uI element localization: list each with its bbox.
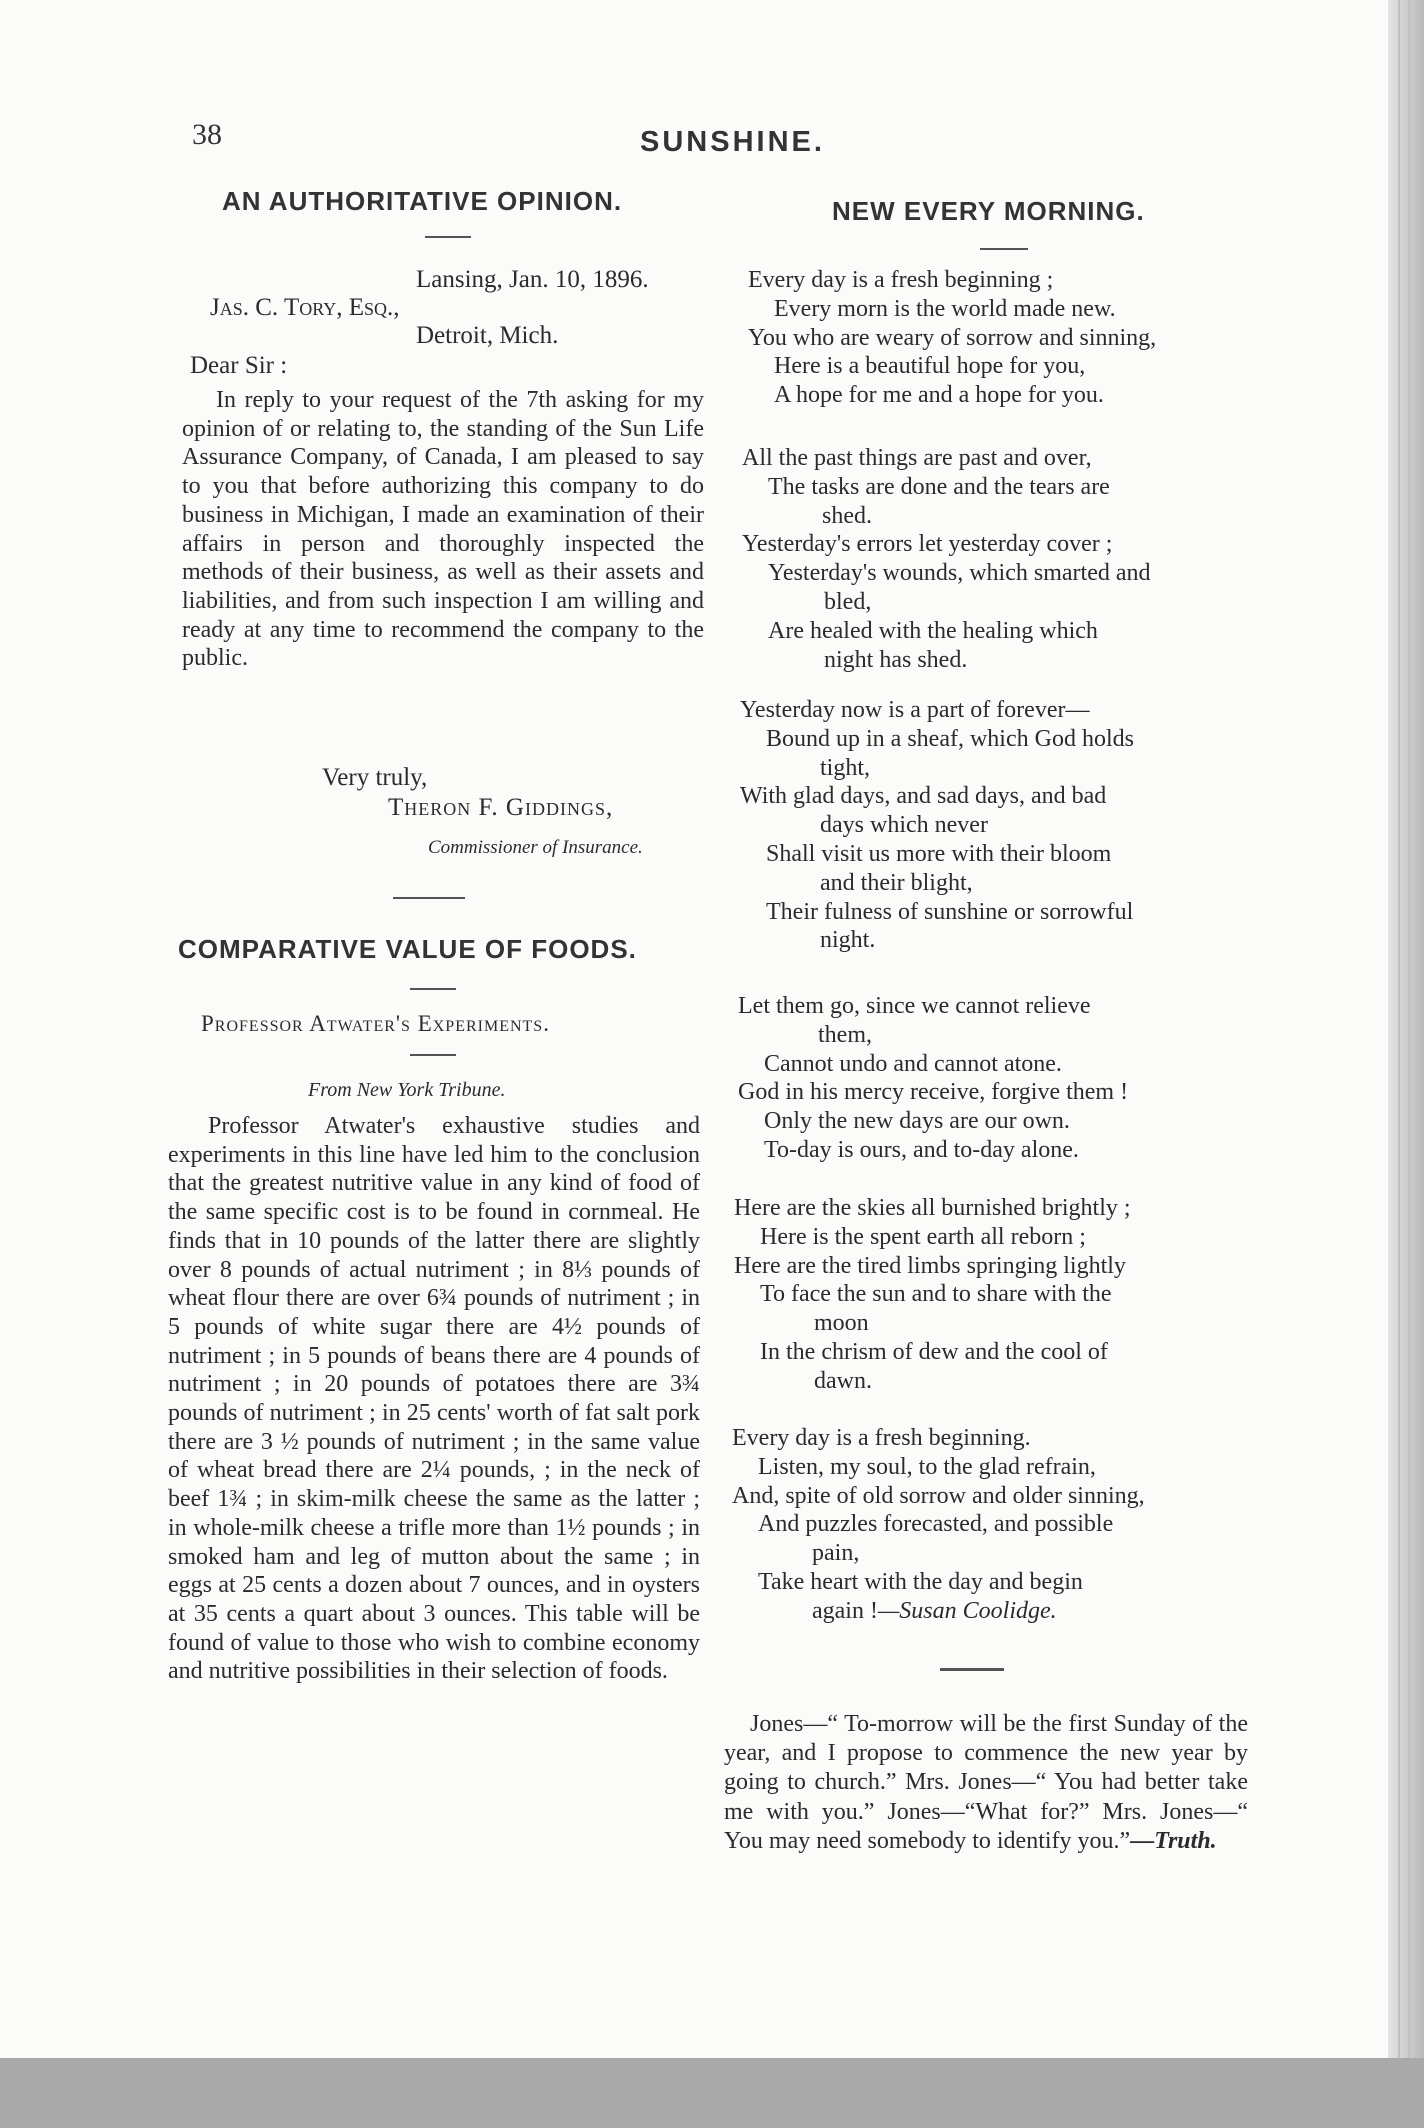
letter-body: In reply to your request of the 7th asking for my opinion of or relating to, the standing of the Sun Life Assurance Company, of Canada, I am pleased to say to you that before authorizing this company to do business in Michigan, I made an examination of their affairs in person and thoroughly inspected the methods of their business, as well as their assets and liabilities, and from such inspection I am willing and ready at any time to recommend the company to the public. xyxy=(182,387,704,672)
poem-stanza xyxy=(734,1194,1131,1396)
divider xyxy=(940,1668,1004,1671)
poem-line: You who are weary of sorrow and sinning, xyxy=(748,324,1157,351)
poem-line: Every morn is the world made new. xyxy=(774,295,1116,322)
poem-line: and their blight, xyxy=(820,869,973,896)
article-body-foods: Professor Atwater's exhaustive studies and experiments in this line have led him to the conclusion that the greatest nutritive value in any kind of food of the same specific cost is to be found in cornmeal. He finds that in 10 pounds of the latter there are slightly over 8 pounds of actual nutriment ; in 8⅓ pounds of wheat flour there are over 6¾ pounds of nutriment ; in 5 pounds of white sugar there are 4½ pounds of nutriment ; in 5 pounds of beans there are 4 pounds of nutriment ; in 20 pounds of potatoes there are 3¾ pounds of nutriment ; in 25 cents' worth of fat salt pork there are 3 ½ pounds of nutriment ; in the same value of wheat bread there are 2¼ pounds, ; in the neck of beef 1¾ ; in skim-milk cheese the same as the latter ; in whole-milk cheese a trifle more than 1½ pounds ; in smoked ham and leg of mutton about the same ; in eggs at 25 cents a dozen about 7 ounces, and in oysters at 35 cents a quart about 3 ounces. This table will be found of value to those who wish to combine economy and nutritive possibilities in their selection of foods. xyxy=(168,1113,700,1685)
poem-line: night. xyxy=(820,927,876,954)
poem-stanza xyxy=(742,444,1151,674)
divider xyxy=(410,1054,456,1056)
poem-line: And, spite of old sorrow and older sinning, xyxy=(732,1482,1145,1509)
letter-addressee: Jas. C. Tory, Esq., xyxy=(210,294,400,321)
divider xyxy=(393,897,465,899)
poem-title: NEW EVERY MORNING. xyxy=(832,196,1145,226)
poem-line: Every day is a fresh beginning ; xyxy=(748,267,1054,293)
poem-line: days which never xyxy=(820,812,988,839)
scan-edge-right xyxy=(1388,0,1424,2060)
poem-line: bled, xyxy=(824,588,872,615)
article-title-comparative-value: COMPARATIVE VALUE OF FOODS. xyxy=(178,934,637,964)
poem-line: The tasks are done and the tears are xyxy=(768,473,1110,500)
joke-source: —Truth. xyxy=(1130,1827,1217,1854)
poem-line: Every day is a fresh beginning. xyxy=(732,1425,1031,1451)
poem-line: Take heart with the day and begin xyxy=(758,1568,1083,1595)
poem-line: And puzzles forecasted, and possible xyxy=(758,1511,1114,1538)
poem-line: Cannot undo and cannot atone. xyxy=(764,1050,1062,1077)
article-source: From New York Tribune. xyxy=(308,1079,506,1101)
joke-paragraph xyxy=(724,1710,1248,1856)
poem-line: To-day is ours, and to-day alone. xyxy=(764,1136,1079,1163)
poem-line: tight, xyxy=(820,754,871,781)
poem-line: Here are the tired limbs springing lightly xyxy=(734,1252,1126,1279)
poem-attribution: —Susan Coolidge. xyxy=(877,1597,1057,1624)
poem-line: Yesterday now is a part of forever— xyxy=(740,697,1090,723)
poem-line: Let them go, since we cannot relieve xyxy=(738,993,1091,1019)
letter-salutation: Dear Sir : xyxy=(190,352,288,379)
poem-line: Listen, my soul, to the glad refrain, xyxy=(758,1453,1096,1480)
poem-stanza xyxy=(738,992,1128,1165)
poem-line: shed. xyxy=(822,502,872,529)
letter-closing: Very truly, xyxy=(322,764,428,791)
poem-line-text: again ! xyxy=(812,1597,878,1624)
running-head: SUNSHINE. xyxy=(640,126,825,158)
poem-line: Only the new days are our own. xyxy=(764,1108,1070,1135)
poem-line: night has shed. xyxy=(824,646,968,673)
poem-line: All the past things are past and over, xyxy=(742,445,1092,471)
divider xyxy=(425,236,471,238)
joke-body: Jones—“ To-morrow will be the first Sunday of the year, and I propose to commence the new year by going to church.” Mrs. Jones—“ You had better take me with you.” Jones—“What for?” Mrs. Jones—“ You may need somebody to identify you.” xyxy=(724,1711,1248,1854)
divider xyxy=(980,248,1028,250)
article-subtitle: Professor Atwater's Experiments. xyxy=(201,1011,550,1036)
poem-line: Here is a beautiful hope for you, xyxy=(774,353,1086,380)
letter-signature-title: Commissioner of Insurance. xyxy=(428,837,643,858)
poem-line: God in his mercy receive, forgive them ! xyxy=(738,1079,1129,1106)
divider xyxy=(410,988,456,990)
poem-line: With glad days, and sad days, and bad xyxy=(740,783,1107,810)
letter-addressee-city: Detroit, Mich. xyxy=(416,322,559,349)
poem-line: Yesterday's wounds, which smarted and xyxy=(768,560,1151,587)
poem-line: dawn. xyxy=(814,1367,872,1394)
poem-line: Their fulness of sunshine or sorrowful xyxy=(766,898,1134,925)
article-title-authoritative-opinion: AN AUTHORITATIVE OPINION. xyxy=(222,186,623,216)
scan-line xyxy=(1398,0,1400,2060)
page-number: 38 xyxy=(192,118,222,151)
poem-stanza xyxy=(740,696,1134,955)
poem-line: Are healed with the healing which xyxy=(768,617,1098,644)
letter-place-date: Lansing, Jan. 10, 1896. xyxy=(416,266,649,293)
poem-stanza xyxy=(732,1424,1145,1626)
poem-stanza xyxy=(748,266,1156,410)
scan-edge-bottom xyxy=(0,2058,1424,2128)
poem-line xyxy=(732,1597,1145,1626)
poem-line: Here are the skies all burnished brightly ; xyxy=(734,1195,1131,1221)
poem-line: Bound up in a sheaf, which God holds xyxy=(766,725,1134,752)
poem-line: Yesterday's errors let yesterday cover ; xyxy=(742,531,1113,558)
poem-line: In the chrism of dew and the cool of xyxy=(760,1338,1108,1365)
poem-line: A hope for me and a hope for you. xyxy=(774,382,1104,409)
poem-line: pain, xyxy=(812,1540,860,1567)
poem-line: moon xyxy=(814,1310,869,1337)
letter-signature: Theron F. Giddings, xyxy=(388,794,614,821)
poem-line: To face the sun and to share with the xyxy=(760,1281,1112,1308)
poem-line: Here is the spent earth all reborn ; xyxy=(760,1223,1086,1250)
poem-line: them, xyxy=(818,1021,872,1048)
scan-line xyxy=(1408,0,1410,2060)
poem-line: Shall visit us more with their bloom xyxy=(766,840,1112,867)
